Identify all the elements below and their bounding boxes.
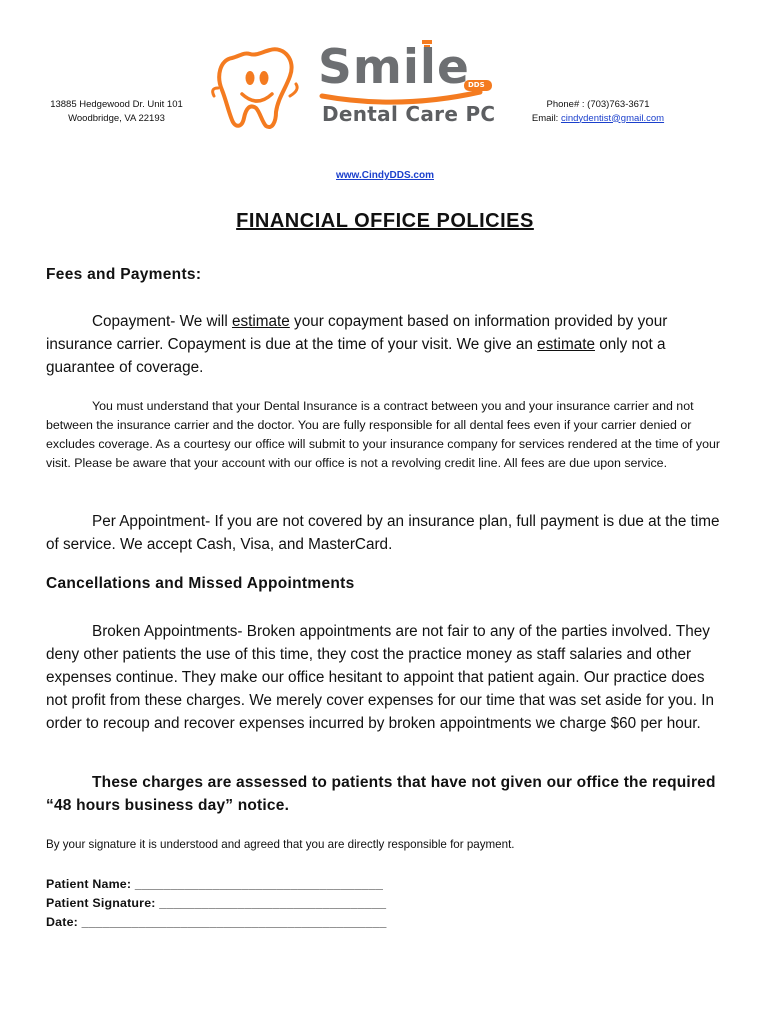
logo-badge: DDS bbox=[468, 81, 485, 89]
website-line bbox=[0, 170, 770, 181]
address-line-2: Woodbridge, VA 22193 bbox=[68, 112, 165, 124]
office-contact bbox=[508, 98, 688, 125]
website-link[interactable]: www.CindyDDS.com bbox=[336, 170, 434, 181]
email-line bbox=[508, 112, 688, 126]
per-appointment-paragraph: Per Appointment- If you are not covered by an insurance plan, full payment is due at the time of service. We accept Cash, Visa, and MasterCard. bbox=[46, 513, 720, 553]
address-line-1: 13885 Hedgewood Dr. Unit 101 bbox=[50, 99, 183, 110]
phone-number: Phone# : (703)763-3671 bbox=[546, 99, 650, 110]
copayment-paragraph: Copayment- We will estimate your copayment based on information provided by your insurance carrier. Copayment is due at the time of your visit. We give an estimate only not a guarantee of coverage. bbox=[46, 313, 668, 376]
practice-logo bbox=[210, 38, 510, 138]
email-label: Email: bbox=[531, 112, 561, 124]
estimate-underlined-2: estimate bbox=[537, 336, 595, 353]
broken-appointments-paragraph: Broken Appointments- Broken appointments are not fair to any of the parties involved. They deny other patients the use of this time, they cost the practice money as staff salaries and other expenses continue. They make our office hesitant to appoint that patient again. Our practice does not profit from these charges. We merely cover expenses for our time that was set aside for you. In order to recoup and recover expenses incurred by broken appointments we charge $60 per hour. bbox=[46, 623, 714, 732]
logo-brand-text: Smile bbox=[318, 40, 470, 95]
office-address bbox=[34, 98, 199, 125]
fees-heading: Fees and Payments: bbox=[46, 266, 202, 283]
charges-notice: These charges are assessed to patients that have not given our office the required “48 hours business day” notice. bbox=[46, 774, 716, 814]
page-title: FINANCIAL OFFICE POLICIES bbox=[236, 210, 534, 232]
email-link[interactable]: cindydentist@gmail.com bbox=[560, 112, 665, 124]
patient-name-field[interactable]: Patient Name: ___________________________________ bbox=[46, 877, 384, 891]
date-field[interactable]: Date: ___________________________________________ bbox=[46, 915, 387, 929]
insurance-paragraph: You must understand that your Dental Insurance is a contract between you and your insurance carrier and not between the insurance carrier and the doctor. You are fully responsible for all dental fees even if your carrier denied or excludes coverage. As a courtesy our office will submit to your insurance company for services rendered at the time of your visit. Please be aware that your account with our office is not a revolving credit line. All fees are due upon service. bbox=[46, 399, 721, 470]
patient-signature-field[interactable]: Patient Signature: ________________________________ bbox=[46, 896, 387, 910]
estimate-underlined-1: estimate bbox=[231, 313, 290, 330]
cancellations-heading: Cancellations and Missed Appointments bbox=[46, 575, 355, 592]
logo-subtitle: Dental Care PC bbox=[322, 102, 496, 126]
agreement-statement: By your signature it is understood and agreed that you are directly responsible for payment. bbox=[46, 838, 515, 851]
